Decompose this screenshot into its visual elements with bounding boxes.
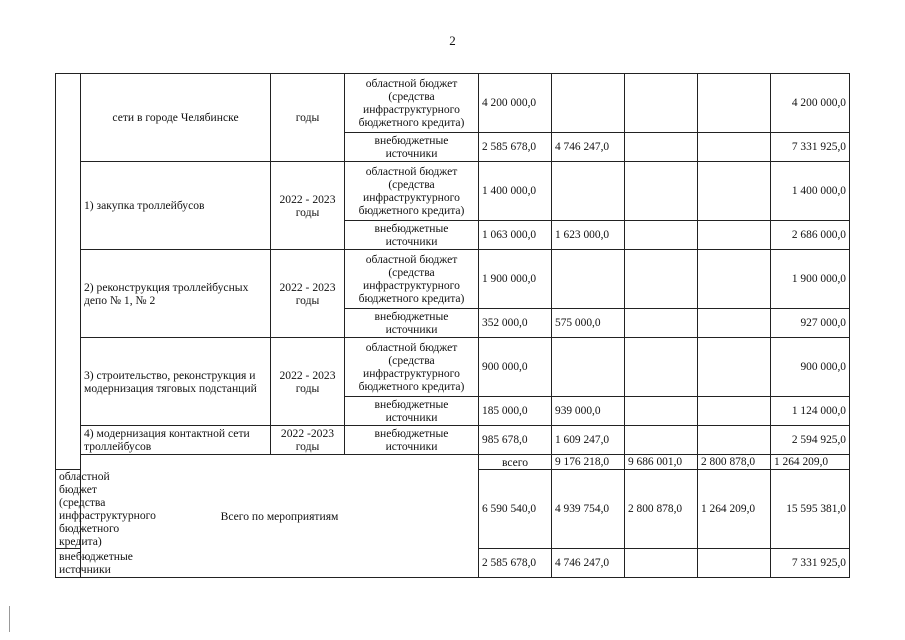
value-2023-cell (552, 162, 625, 221)
value-2023-cell (552, 250, 625, 309)
value-2022-cell: 1 900 000,0 (479, 250, 552, 309)
table-row (56, 426, 850, 455)
total-cell: 2 594 925,0 (771, 426, 850, 455)
value-2022-cell: 9 176 218,0 (552, 455, 625, 470)
value-2025-cell (698, 250, 771, 309)
source-cell: областной бюджет (средства инфраструктурного бюджетного кредита) (345, 338, 479, 397)
value-2023-cell: 1 609 247,0 (552, 426, 625, 455)
value-2022-cell: 352 000,0 (479, 309, 552, 338)
total-cell: 4 200 000,0 (771, 74, 850, 133)
table-row (56, 455, 850, 470)
value-2024-cell (625, 250, 698, 309)
table-row (56, 250, 850, 309)
budget-table-body (56, 74, 850, 578)
scan-edge-mark (9, 606, 10, 632)
period-cell: 2022 - 2023 годы (271, 338, 345, 426)
event-name-cell: 4) модернизация контактной сети троллейбусов (81, 426, 271, 455)
value-2025-cell: 1 264 209,0 (698, 470, 771, 549)
value-2025-cell (698, 338, 771, 397)
source-cell: внебюджетные источники (345, 133, 479, 162)
value-2025-cell: 1 264 209,0 (771, 455, 850, 470)
value-2024-cell: 2 800 878,0 (625, 470, 698, 549)
value-2022-cell: 2 585 678,0 (479, 133, 552, 162)
summary-label-cell: Всего по мероприятиям (81, 455, 479, 578)
event-name-cell: 1) закупка троллейбусов (81, 162, 271, 250)
table-row (56, 338, 850, 397)
total-cell: 927 000,0 (771, 309, 850, 338)
value-2024-cell (625, 221, 698, 250)
value-2023-cell (552, 338, 625, 397)
value-2024-cell (625, 309, 698, 338)
value-2023-cell: 575 000,0 (552, 309, 625, 338)
value-2025-cell (698, 397, 771, 426)
value-2025-cell (698, 221, 771, 250)
value-2022-cell: 4 200 000,0 (479, 74, 552, 133)
value-2025-cell (698, 549, 771, 578)
source-cell: областной бюджет (средства инфраструктурного бюджетного кредита) (56, 470, 81, 549)
value-2023-cell: 4 939 754,0 (552, 470, 625, 549)
page-number: 2 (449, 33, 456, 48)
value-2023-cell (552, 74, 625, 133)
value-2024-cell (625, 426, 698, 455)
event-name-cell: 2) реконструкция троллейбусных депо № 1, № 2 (81, 250, 271, 338)
source-cell: внебюджетные источники (345, 426, 479, 455)
source-cell: внебюджетные источники (345, 309, 479, 338)
value-2023-cell: 1 623 000,0 (552, 221, 625, 250)
value-2025-cell (698, 162, 771, 221)
value-2022-cell: 900 000,0 (479, 338, 552, 397)
source-cell: областной бюджет (средства инфраструктурного бюджетного кредита) (345, 74, 479, 133)
value-2023-cell: 4 746 247,0 (552, 133, 625, 162)
total-cell: 7 331 925,0 (771, 549, 850, 578)
value-2025-cell (698, 74, 771, 133)
value-2022-cell: 185 000,0 (479, 397, 552, 426)
value-2024-cell: 2 800 878,0 (698, 455, 771, 470)
value-2024-cell (625, 133, 698, 162)
value-2024-cell (625, 549, 698, 578)
value-2023-cell: 4 746 247,0 (552, 549, 625, 578)
source-cell: областной бюджет (средства инфраструктурного бюджетного кредита) (345, 250, 479, 309)
value-2022-cell: 1 063 000,0 (479, 221, 552, 250)
total-cell: 1 400 000,0 (771, 162, 850, 221)
value-2024-cell (625, 397, 698, 426)
source-cell: внебюджетные источники (345, 221, 479, 250)
total-cell: 7 331 925,0 (771, 133, 850, 162)
value-2022-cell: 1 400 000,0 (479, 162, 552, 221)
period-cell: 2022 -2023 годы (271, 426, 345, 455)
period-cell: 2022 - 2023 годы (271, 250, 345, 338)
value-2024-cell (625, 338, 698, 397)
source-cell: внебюджетные источники (345, 397, 479, 426)
source-cell: областной бюджет (средства инфраструктурного бюджетного кредита) (345, 162, 479, 221)
value-2025-cell (698, 309, 771, 338)
value-2023-cell: 939 000,0 (552, 397, 625, 426)
table-row (56, 162, 850, 221)
source-cell: всего (479, 455, 552, 470)
index-cell (56, 74, 81, 470)
value-2025-cell (698, 133, 771, 162)
event-name-cell: сети в городе Челябинске (81, 74, 271, 162)
value-2024-cell (625, 162, 698, 221)
source-cell: внебюджетные источники (56, 549, 81, 578)
table-row (56, 74, 850, 133)
total-cell: 1 900 000,0 (771, 250, 850, 309)
value-2022-cell: 985 678,0 (479, 426, 552, 455)
total-cell: 15 595 381,0 (771, 470, 850, 549)
total-cell: 1 124 000,0 (771, 397, 850, 426)
value-2025-cell (698, 426, 771, 455)
period-cell: годы (271, 74, 345, 162)
value-2022-cell: 2 585 678,0 (479, 549, 552, 578)
total-cell: 2 686 000,0 (771, 221, 850, 250)
budget-table (55, 73, 850, 578)
value-2023-cell: 9 686 001,0 (625, 455, 698, 470)
value-2022-cell: 6 590 540,0 (479, 470, 552, 549)
value-2024-cell (625, 74, 698, 133)
total-cell: 900 000,0 (771, 338, 850, 397)
event-name-cell: 3) строительство, реконструкция и модернизация тяговых подстанций (81, 338, 271, 426)
period-cell: 2022 - 2023 годы (271, 162, 345, 250)
